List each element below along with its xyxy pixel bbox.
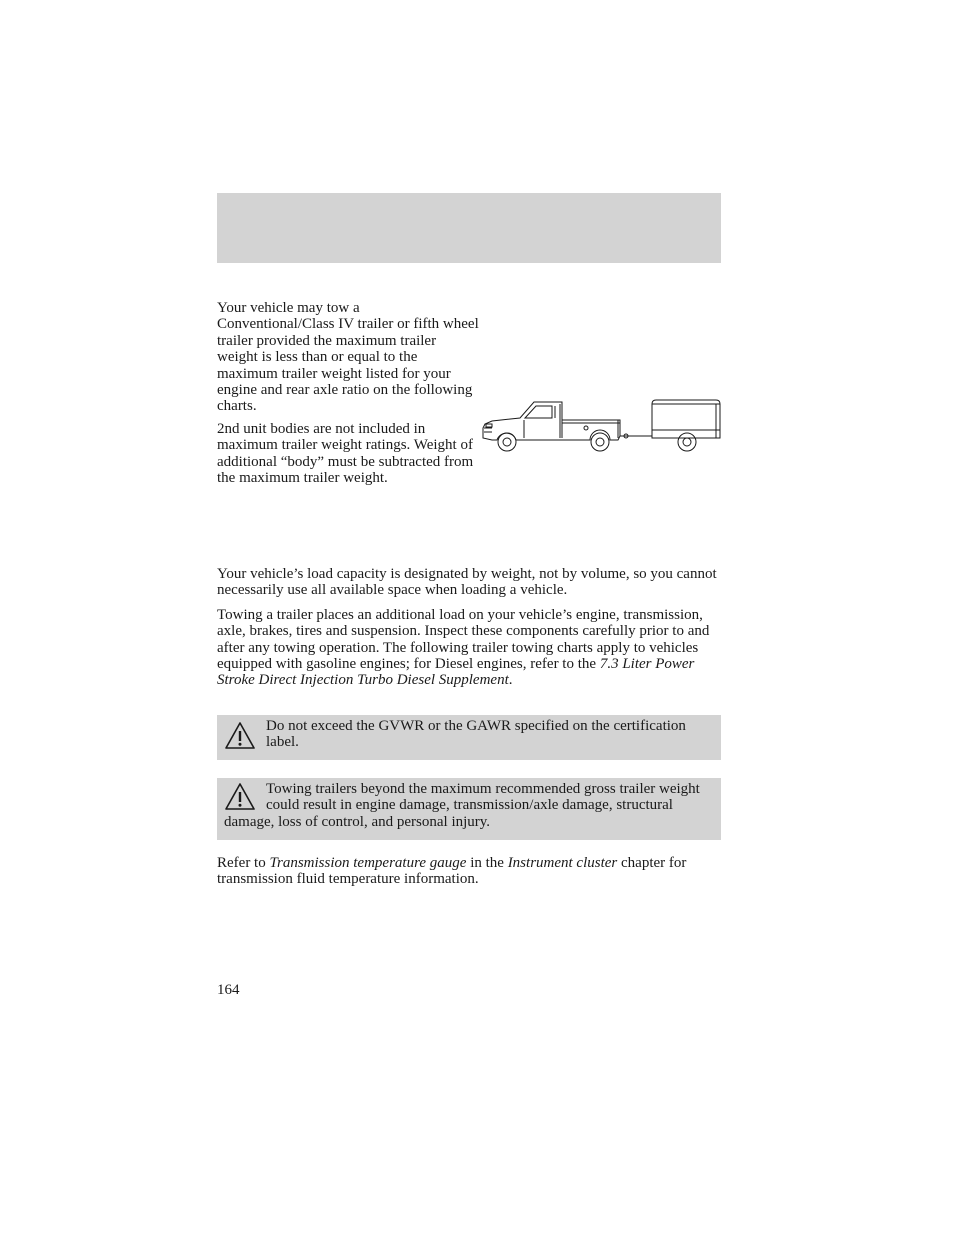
warning-text-trailer-weight: Towing trailers beyond the maximum recommended gross trailer weight could result in engine damage, transmission/axle damage, structural damage, loss of control, and personal injury. — [224, 781, 700, 830]
main-section — [217, 566, 721, 697]
refer-prefix: Refer to — [217, 855, 270, 871]
refer-suffix: chapter for transmission fluid temperature information. — [217, 855, 687, 888]
load-capacity-paragraph: Your vehicle’s load capacity is designated by weight, not by volume, so you cannot necessarily use all available space when loading a vehicle. — [217, 566, 717, 599]
refer-middle: in the — [466, 855, 508, 871]
truck-trailer-illustration — [480, 394, 722, 458]
diesel-supplement-reference: 7.3 Liter Power Stroke Direct Injection Turbo Diesel Supplement — [217, 656, 695, 689]
transmission-gauge-reference: Transmission temperature gauge — [269, 855, 467, 871]
warning-triangle-icon — [224, 782, 256, 812]
warning-text-gvwr: Do not exceed the GVWR or the GAWR specified on the certification label. — [266, 718, 686, 751]
warning-box-gvwr — [217, 715, 721, 760]
warning-box-trailer-weight — [217, 778, 721, 840]
intro-paragraph-2: 2nd unit bodies are not included in maximum trailer weight ratings. Weight of additional “body” must be subtracted from the maximum trailer weight. — [217, 420, 474, 487]
towing-load-end: . — [508, 672, 513, 689]
towing-load-text: Towing a trailer places an additional load on your vehicle’s engine, transmission, axle, brakes, tires and suspension. Inspect these components carefully prior to and after any towing operation. The following trailer towing charts apply to vehicles equipped with gasoline engines; for Diesel engines, refer to the — [217, 606, 710, 673]
intro-section — [217, 300, 479, 492]
warning-triangle-icon — [224, 721, 256, 751]
header-band — [217, 193, 721, 263]
towing-load-paragraph — [217, 607, 721, 689]
refer-paragraph — [217, 855, 721, 888]
instrument-cluster-reference: Instrument cluster — [507, 855, 618, 871]
intro-paragraph-1: Your vehicle may tow a Conventional/Class IV trailer or fifth wheel trailer provided the maximum trailer weight is less than or equal to the maximum trailer weight listed for your engine and rear axle ratio on the following charts. — [217, 300, 479, 415]
page-number: 164 — [217, 982, 240, 998]
